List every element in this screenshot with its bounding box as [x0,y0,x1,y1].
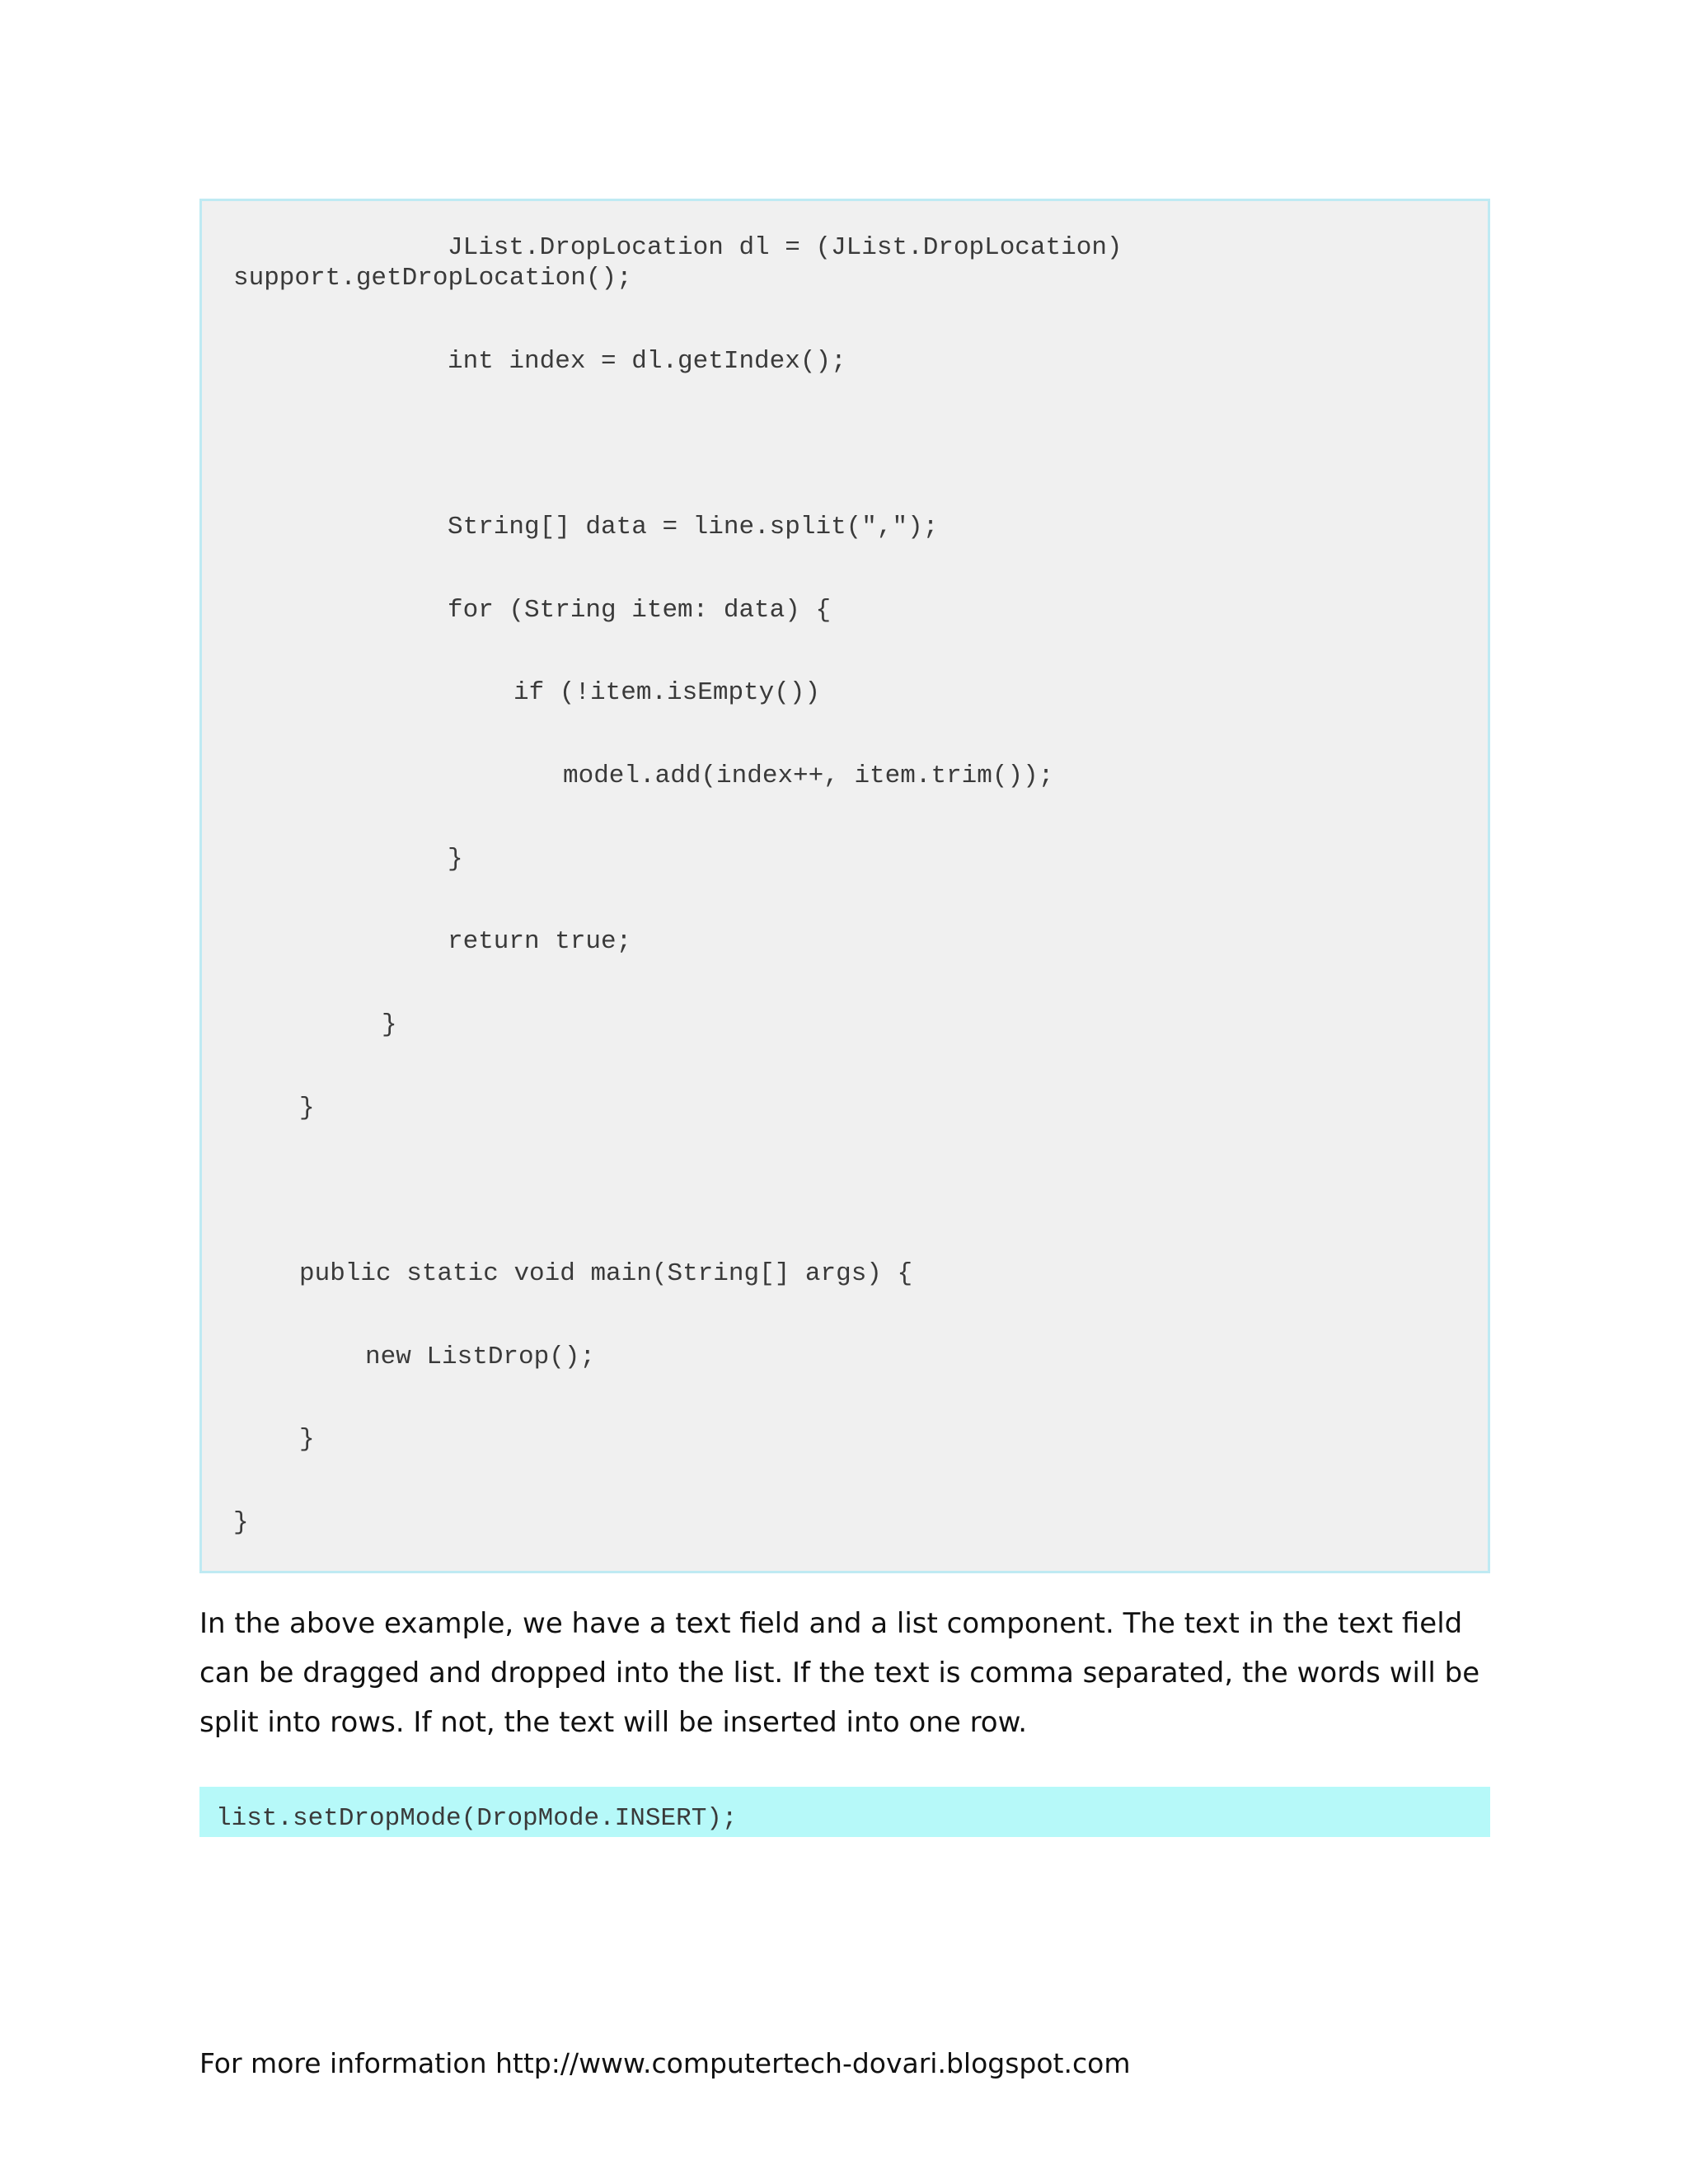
code-line: String[] data = line.split(","); [448,513,939,541]
code-line: int index = dl.getIndex(); [448,347,846,376]
code-snippet [199,1787,1490,1837]
footer-text: For more information http://www.computertech-dovari.blogspot.com [199,2047,1131,2079]
code-line: return true; [448,927,632,956]
code-line: } [382,1010,397,1039]
code-line: JList.DropLocation dl = (JList.DropLocation) [448,233,1123,262]
code-line: if (!item.isEmpty()) [513,678,821,707]
code-line: new ListDrop(); [365,1343,596,1371]
body-paragraph: In the above example, we have a text field and a list component. The text in the text field can be dragged and dropped into the list. If the text is comma separated, the words will be split into rows. If not, the text will be inserted into one row. [199,1607,1480,1739]
code-block [199,199,1490,1573]
code-line: model.add(index++, item.trim()); [563,762,1054,790]
code-line: } [233,1508,249,1537]
code-line: } [299,1094,315,1122]
code-snippet-text: list.setDropMode(DropMode.INSERT); [216,1804,738,1833]
code-line: support.getDropLocation(); [233,264,632,293]
code-line: public static void main(String[] args) { [299,1259,913,1288]
code-line: for (String item: data) { [448,596,832,625]
code-line: } [448,845,463,874]
code-line: } [299,1425,315,1454]
